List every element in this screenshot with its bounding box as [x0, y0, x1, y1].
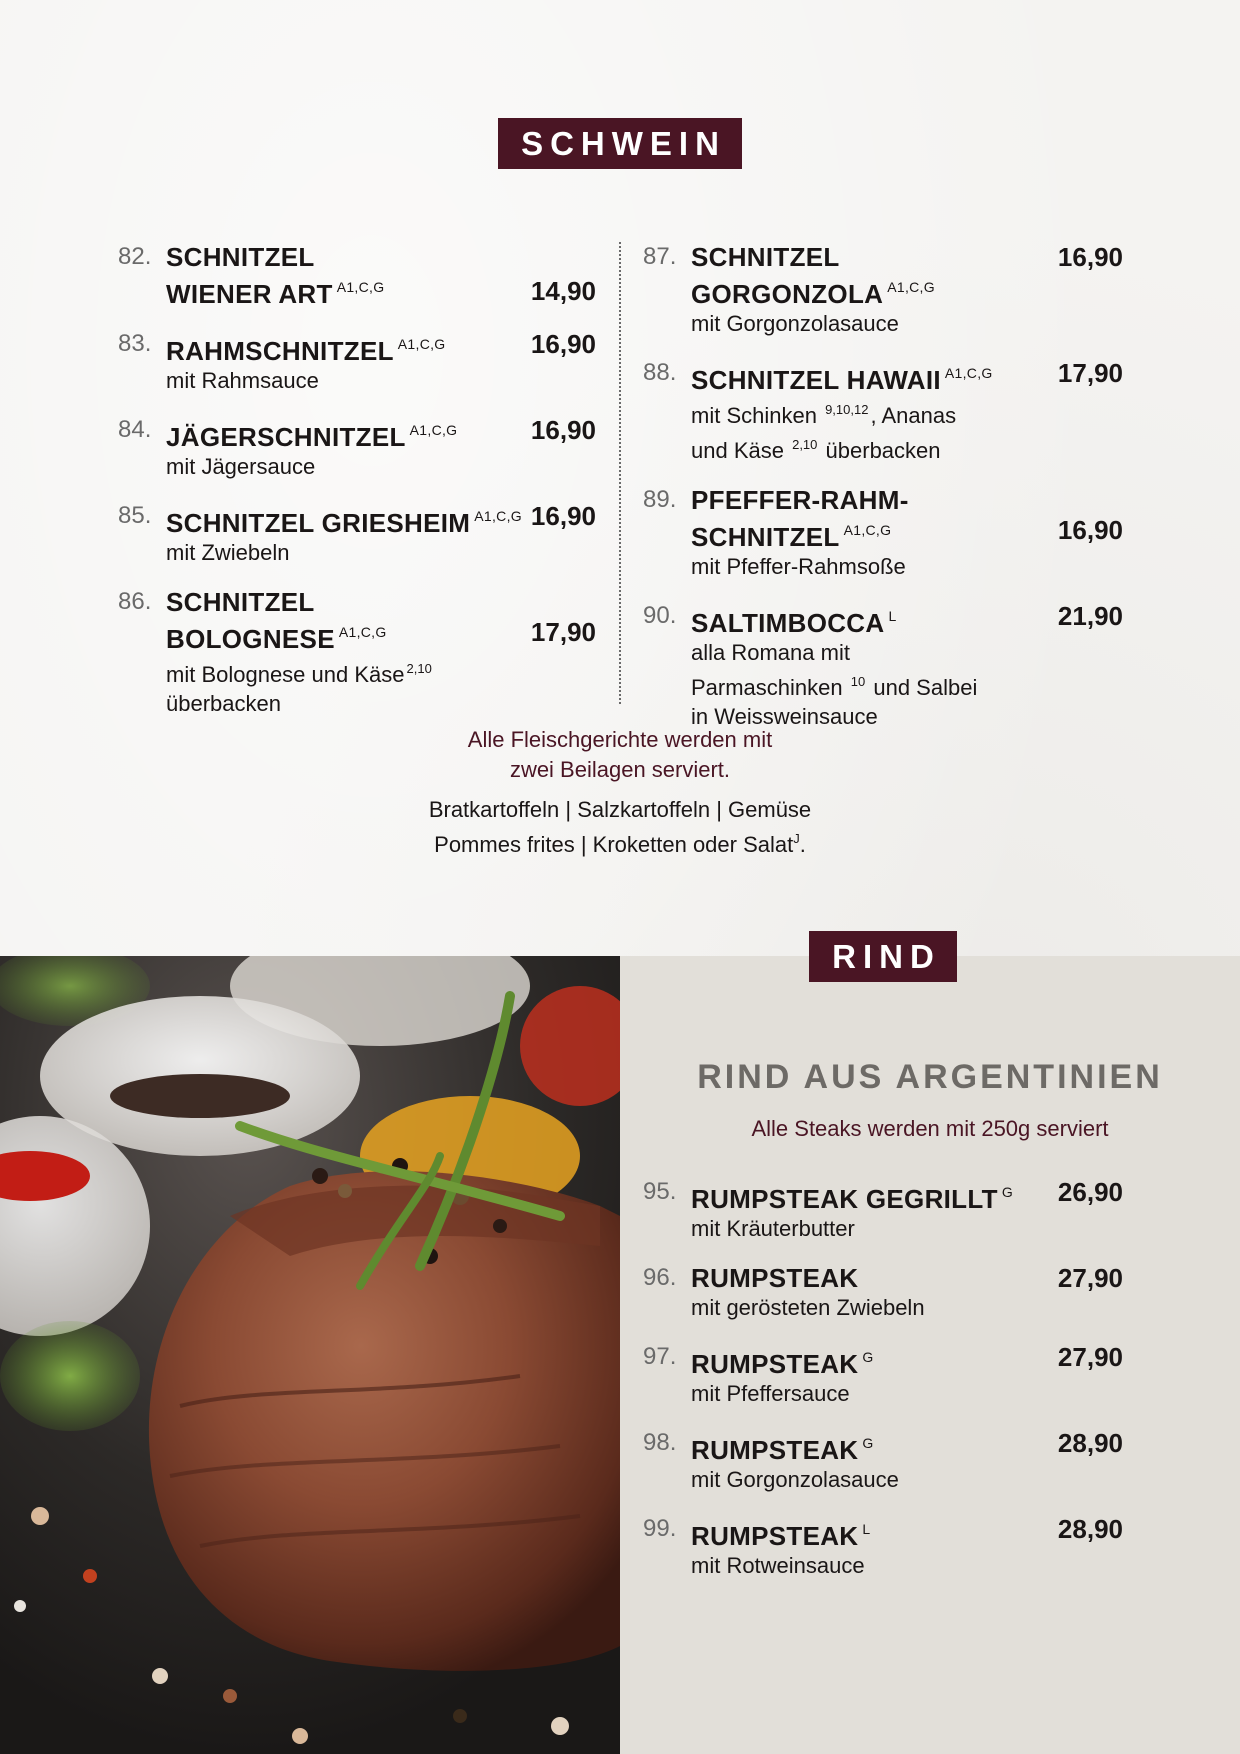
- item-description: mit Pfeffer-Rahmsoße: [691, 554, 906, 579]
- item-allergens: A1,C,G: [409, 422, 458, 438]
- side-dish-options: [300, 795, 940, 859]
- item-allergens: A1,C,G: [944, 365, 993, 381]
- rind-section-subtitle: Alle Steaks werden mit 250g serviert: [751, 1116, 1109, 1141]
- item-description: mit Kräuterbutter: [691, 1216, 855, 1241]
- section-banner-rind: RIND: [809, 931, 957, 982]
- item-description: mit Rotweinsauce: [691, 1553, 865, 1578]
- rind-section-title: RIND AUS ARGENTINIEN: [697, 1058, 1163, 1096]
- item-name: SCHNITZEL GRIESHEIM: [166, 508, 471, 538]
- menu-item-84: [118, 415, 596, 481]
- item-description: mit Zwiebeln: [166, 540, 290, 565]
- item-price: 16,90: [1057, 515, 1123, 545]
- menu-item-90: [643, 601, 1123, 731]
- item-name: RUMPSTEAK GEGRILLT: [691, 1184, 998, 1214]
- item-name: SALTIMBOCCA: [691, 608, 885, 638]
- sides-line-2: Pommes frites | Kroketten oder Salat: [434, 832, 794, 857]
- item-name-line2: BOLOGNESE: [166, 624, 335, 654]
- item-description-allergens-1: 9,10,12: [825, 402, 869, 417]
- item-allergens: A1,C,G: [887, 279, 935, 295]
- item-name: JÄGERSCHNITZEL: [166, 422, 406, 452]
- menu-item-86: [118, 587, 596, 718]
- item-description-b: , Ananas: [870, 403, 957, 428]
- item-name-line2: SCHNITZEL: [691, 522, 840, 552]
- item-price: 27,90: [1057, 1342, 1123, 1372]
- side-dish-note: [300, 725, 940, 785]
- item-number: 89.: [643, 486, 677, 513]
- item-allergens: G: [862, 1349, 874, 1365]
- item-name-line2: WIENER ART: [166, 279, 333, 309]
- item-allergens: L: [888, 608, 897, 624]
- item-allergens: A1,C,G: [336, 279, 385, 295]
- item-allergens: A1,C,G: [474, 508, 522, 524]
- item-price: 17,90: [530, 617, 596, 647]
- item-allergens: A1,C,G: [397, 336, 446, 352]
- item-description-d: in Weissweinsauce: [691, 704, 878, 729]
- menu-item-97: [643, 1342, 1123, 1408]
- note-line-1: Alle Fleischgerichte werden mit: [467, 727, 773, 752]
- sides-line-1: Bratkartoffeln | Salzkartoffeln | Gemüse: [428, 797, 812, 822]
- schwein-right-column: [643, 242, 1123, 751]
- sides-allergen: J: [793, 831, 800, 846]
- item-description-c: und Käse: [691, 438, 784, 463]
- item-allergens: G: [1001, 1184, 1014, 1200]
- item-number: 86.: [118, 588, 152, 615]
- item-number: 82.: [118, 243, 152, 270]
- item-name: RAHMSCHNITZEL: [166, 336, 394, 366]
- item-price: 16,90: [530, 415, 596, 445]
- item-number: 88.: [643, 359, 677, 386]
- item-description: mit Pfeffersauce: [691, 1381, 850, 1406]
- sides-period: .: [799, 832, 806, 857]
- item-name: SCHNITZEL HAWAII: [691, 365, 941, 395]
- item-description-c: und Salbei: [873, 675, 978, 700]
- item-description-a: mit Schinken: [691, 403, 817, 428]
- item-price: 28,90: [1057, 1428, 1123, 1458]
- menu-item-88: [643, 358, 1123, 465]
- steak-photo: [0, 956, 620, 1754]
- item-number: 85.: [118, 502, 152, 529]
- steak-illustration: [0, 956, 620, 1754]
- item-name-line1: SCHNITZEL: [691, 242, 840, 272]
- item-description: mit Gorgonzolasauce: [691, 1467, 899, 1492]
- menu-item-82: [118, 242, 596, 309]
- menu-item-85: [118, 501, 596, 567]
- item-name: RUMPSTEAK: [691, 1349, 859, 1379]
- item-price: 28,90: [1057, 1514, 1123, 1544]
- item-name-line2: GORGONZOLA: [691, 279, 884, 309]
- item-allergens: A1,C,G: [843, 522, 892, 538]
- menu-item-99: [643, 1514, 1123, 1580]
- item-number: 84.: [118, 416, 152, 443]
- item-price: 21,90: [1057, 601, 1123, 631]
- menu-item-95: [643, 1177, 1123, 1243]
- item-number: 97.: [643, 1343, 677, 1370]
- item-description-allergens: 2,10: [406, 661, 432, 676]
- menu-item-87: [643, 242, 1123, 338]
- item-description: mit Rahmsauce: [166, 368, 319, 393]
- item-name: RUMPSTEAK: [691, 1263, 859, 1293]
- item-description: mit Jägersauce: [166, 454, 316, 479]
- item-allergens: L: [862, 1521, 871, 1537]
- item-number: 87.: [643, 243, 677, 270]
- item-number: 96.: [643, 1264, 677, 1291]
- menu-item-96: [643, 1263, 1123, 1322]
- item-name-line1: SCHNITZEL: [166, 587, 315, 617]
- item-price: 26,90: [1057, 1177, 1123, 1207]
- item-number: 90.: [643, 602, 677, 629]
- item-description-allergens-2: 2,10: [792, 437, 818, 452]
- item-description-d: überbacken: [825, 438, 941, 463]
- rind-column: [643, 1177, 1123, 1600]
- item-name: RUMPSTEAK: [691, 1435, 859, 1465]
- item-price: 27,90: [1057, 1263, 1123, 1293]
- item-description-allergens: 10: [850, 674, 866, 689]
- item-allergens: G: [862, 1435, 874, 1451]
- item-description-a: alla Romana mit: [691, 640, 850, 665]
- item-price: 14,90: [530, 276, 596, 306]
- item-description: mit gerösteten Zwiebeln: [691, 1295, 925, 1320]
- item-number: 98.: [643, 1429, 677, 1456]
- item-description-b: Parmaschinken: [691, 675, 843, 700]
- item-name-line1: PFEFFER-RAHM-: [691, 485, 909, 515]
- item-number: 95.: [643, 1178, 677, 1205]
- column-divider: [619, 242, 621, 704]
- item-name-line1: SCHNITZEL: [166, 242, 315, 272]
- item-price: 16,90: [530, 329, 596, 359]
- item-number: 83.: [118, 330, 152, 357]
- item-allergens: A1,C,G: [338, 624, 387, 640]
- item-number: 99.: [643, 1515, 677, 1542]
- menu-item-83: [118, 329, 596, 395]
- menu-item-98: [643, 1428, 1123, 1494]
- schwein-left-column: [118, 242, 596, 738]
- note-line-2: zwei Beilagen serviert.: [509, 757, 731, 782]
- section-banner-schwein: SCHWEIN: [498, 118, 742, 169]
- item-description: mit Gorgonzolasauce: [691, 311, 899, 336]
- item-description-line2: überbacken: [166, 691, 281, 716]
- item-description: mit Bolognese und Käse: [166, 662, 405, 687]
- item-price: 16,90: [1057, 242, 1123, 272]
- item-price: 16,90: [530, 501, 596, 531]
- menu-item-89: [643, 485, 1123, 581]
- item-price: 17,90: [1057, 358, 1123, 388]
- item-name: RUMPSTEAK: [691, 1521, 859, 1551]
